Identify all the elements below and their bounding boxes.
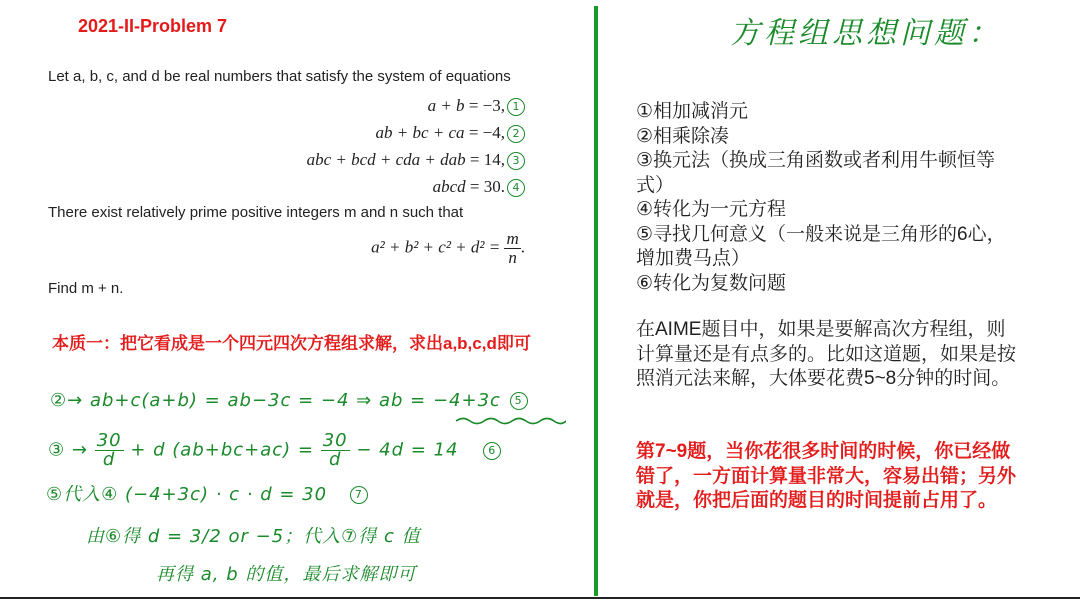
hw-mark: 6: [483, 442, 501, 460]
equation-2: [376, 123, 525, 143]
target-lhs: a² + b² + c² + d² =: [371, 237, 501, 257]
problem-title: 2021-II-Problem 7: [78, 16, 228, 36]
equation-lhs: ab + bc + ca: [375, 123, 465, 142]
fraction-denominator: d: [102, 449, 116, 470]
equation-rhs: = −3,: [468, 96, 505, 115]
hw-mark: 7: [350, 486, 368, 504]
equation-mark: 1: [507, 98, 525, 116]
equation-rhs: = −4,: [468, 123, 505, 142]
target-fraction: [504, 230, 520, 267]
hw-fraction: [321, 432, 350, 469]
equation-1: [428, 96, 525, 116]
equation-mark: 4: [507, 179, 525, 197]
equation-rhs: = 14,: [469, 150, 505, 169]
method-item: ③换元法（换成三角函数或者利用牛顿恒等式）: [636, 150, 996, 196]
fraction-denominator: d: [328, 449, 342, 470]
equation-lhs: abc + bcd + cda + dab: [306, 150, 466, 169]
methods-list: [636, 100, 1016, 296]
target-equation: a² + b² + c² + d² = $\frac{m}{n}$ .: [371, 229, 525, 267]
handwriting-line-2: [48, 432, 501, 469]
wavy-underline-icon: [456, 416, 566, 426]
hw-text: − 4d = 14: [356, 439, 459, 461]
equation-mark: 3: [507, 152, 525, 170]
hw-underlined: −4+3c: [432, 390, 501, 411]
equation-rhs: = 30.: [469, 177, 505, 196]
column-divider: [594, 6, 598, 596]
hw-text: ⑤代入④ (−4+3c) · c · d = 30: [46, 484, 328, 505]
hw-text: + d (ab+bc+ac) =: [130, 439, 314, 461]
equation-4: [433, 177, 525, 197]
problem-find-text: Find m + n.: [48, 280, 124, 297]
method-item: ①相加减消元: [636, 101, 749, 122]
warning-note: 第7~9题，当你花很多时间的时候，你已经做错了，一方面计算量非常大，容易出错；另外就是，你把后面的题目的时间提前占用了。: [636, 441, 1017, 511]
problem-intro: Let a, b, c, and d be real numbers that satisfy the system of equations: [48, 68, 511, 85]
hw-text: ③ →: [48, 439, 88, 461]
problem-exist-text: There exist relatively prime positive integers m and n such that: [48, 204, 464, 221]
fraction-denominator: n: [508, 248, 517, 267]
hw-mark: 5: [510, 392, 528, 410]
handwriting-line-5: 再得 a, b 的值，最后求解即可: [156, 564, 417, 585]
essence-note: 本质一：把它看成是一个四元四次方程组求解，求出a,b,c,d即可: [52, 334, 531, 353]
handwriting-line-4: 由⑥得 d = 3/2 or −5；代入⑦得 c 值: [86, 526, 421, 547]
equation-lhs: abcd: [432, 177, 466, 196]
aime-note: 在AIME题目中，如果是要解高次方程组，则计算量还是有点多的。比如这道题，如果是按照消元法来解，大体要花费5~8分钟的时间。: [636, 319, 1017, 389]
equation-mark: 2: [507, 125, 525, 143]
method-item: ⑤寻找几何意义（一般来说是三角形的6心，增加费马点）: [636, 223, 1006, 269]
bottom-border: [0, 597, 1080, 599]
handwriting-line-3: [46, 480, 368, 506]
hw-text: ②→ ab+c(a+b) = ab−3c = −4 ⇒ ab =: [50, 390, 427, 411]
fraction-numerator: 30: [96, 430, 122, 451]
fraction-numerator: m: [506, 229, 519, 248]
method-item: ④转化为一元方程: [636, 199, 787, 220]
handwriting-line-1: [50, 390, 528, 411]
method-item: ⑥转化为复数问题: [636, 272, 787, 294]
hw-fraction: [95, 432, 124, 469]
method-item: ②相乘除凑: [636, 125, 730, 147]
handwritten-header: 方程组思想问题：: [730, 16, 1002, 51]
equation-lhs: a + b: [427, 96, 465, 115]
fraction-numerator: 30: [322, 430, 348, 451]
equation-3: [307, 150, 525, 170]
